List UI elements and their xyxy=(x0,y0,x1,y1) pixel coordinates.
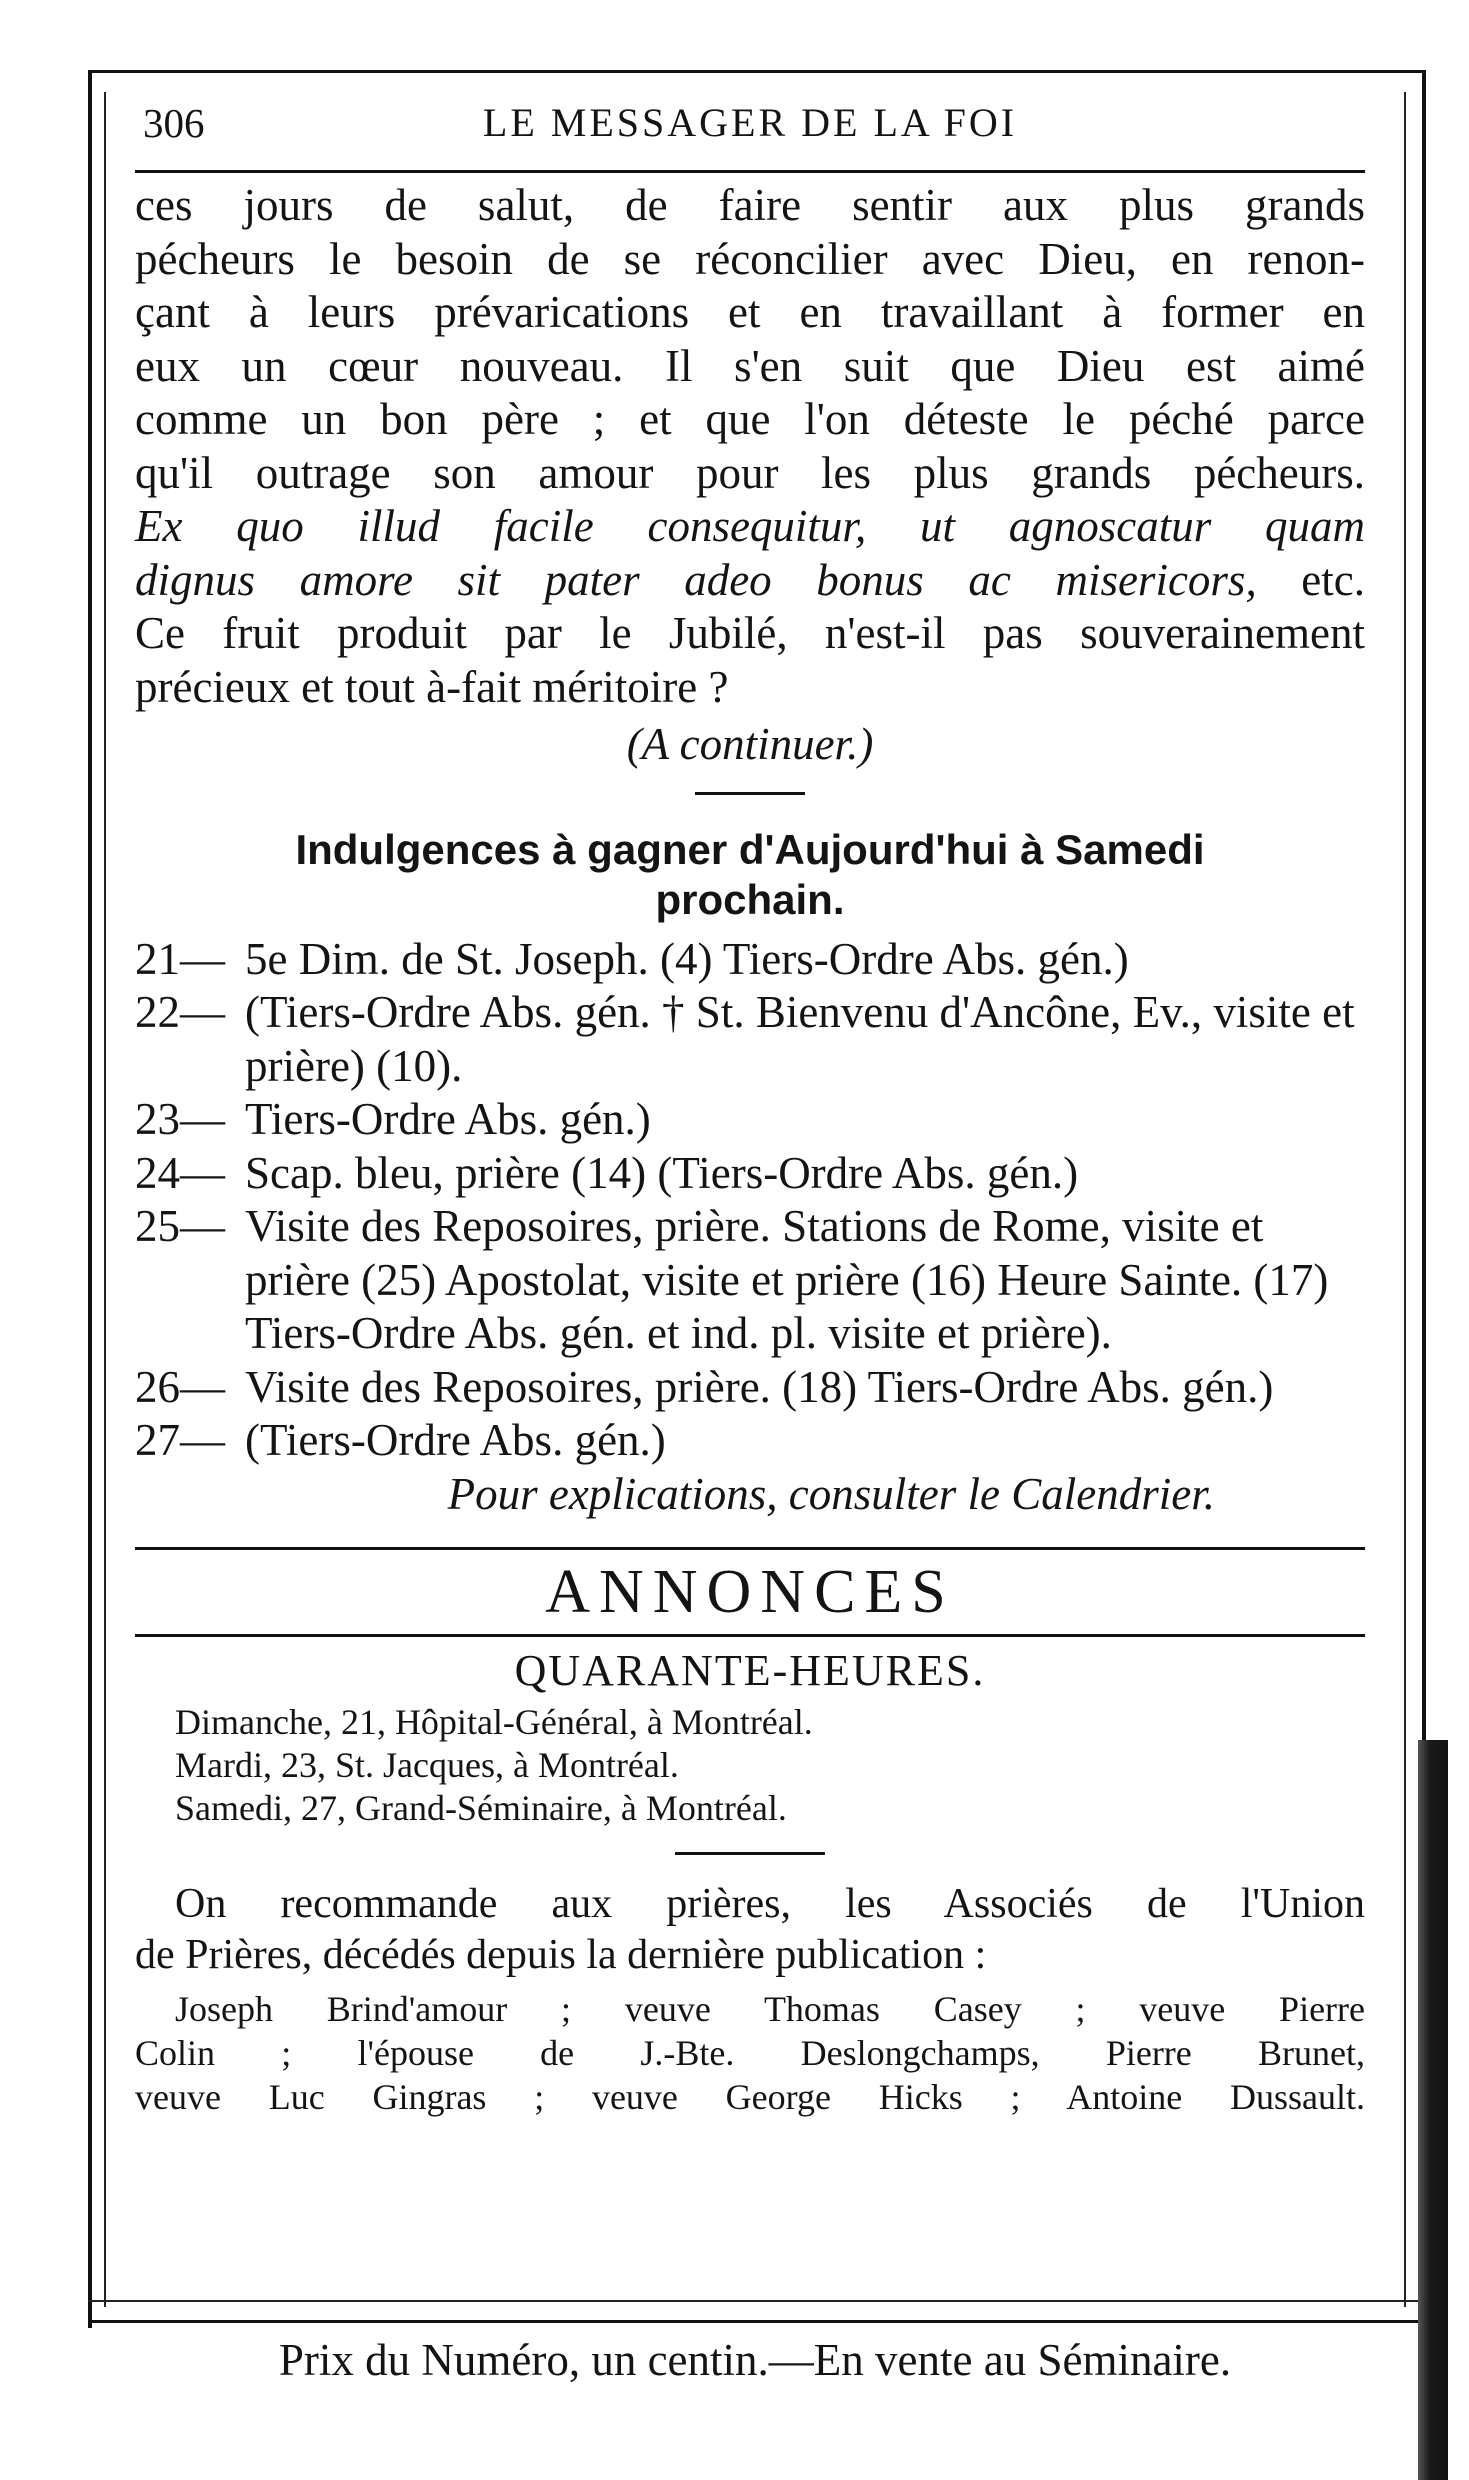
body-line: qu'il outrage son amour pour les plus grands pécheurs. xyxy=(135,447,1365,498)
quarante-heures-title: QUARANTE-HEURES. xyxy=(514,1645,986,1695)
day-number: 22— xyxy=(135,987,225,1037)
body-line: çant à leurs prévarications et en travaillant à former en xyxy=(135,287,1365,337)
indulgences-title-line: Indulgences à gagner d'Aujourd'hui à Samedi xyxy=(295,825,1205,873)
section-divider xyxy=(695,792,805,795)
frame-bottom-rule-heavy xyxy=(88,2320,1422,2323)
day-text: Scap. bleu, prière (14) (Tiers-Ordre Abs. gén.) xyxy=(245,1147,1079,1198)
body-paragraph xyxy=(135,179,1365,714)
day-number: 21— xyxy=(135,933,225,984)
quarante-entry: Mardi, 23, St. Jacques, à Montréal. xyxy=(175,1744,679,1785)
recommend-line: On recommande aux prières, les Associés de l'Union xyxy=(175,1880,1365,1927)
recommendation-paragraph xyxy=(135,1879,1365,1981)
indulgences-title-line: prochain. xyxy=(655,875,845,923)
closing-line: précieux et tout à-fait méritoire ? xyxy=(135,661,729,712)
names-line: veuve Luc Gingras ; veuve George Hicks ; Antoine Dussault. xyxy=(135,2076,1365,2117)
indulgences-list xyxy=(135,933,1365,1468)
section-divider xyxy=(675,1852,825,1855)
quarante-heures-list xyxy=(135,1701,1365,1830)
day-text: Tiers-Ordre Abs. gén.) xyxy=(245,1094,651,1144)
indulgences-title xyxy=(135,825,1365,925)
day-number: 25— xyxy=(135,1201,225,1251)
annonces-title: ANNONCES xyxy=(545,1557,955,1626)
day-number: 26— xyxy=(135,1361,225,1412)
list-item xyxy=(135,1093,1365,1147)
latin-line: dignus amore sit pater adeo bonus ac misericors, xyxy=(135,554,1257,605)
recommend-line: de Prières, décédés depuis la dernière publication : xyxy=(135,1931,987,1978)
explanation-note: Pour explications, consulter le Calendrier. xyxy=(447,1468,1215,1519)
closing-line: Ce fruit produit par le Jubilé, n'est-il pas souverainement xyxy=(135,608,1365,658)
quarante-entry: Samedi, 27, Grand-Séminaire, à Montréal. xyxy=(175,1787,787,1828)
day-text: Visite des Reposoires, prière. (18) Tiers-Ordre Abs. gén.) xyxy=(245,1361,1274,1412)
deceased-names xyxy=(135,1987,1365,2119)
day-number: 27— xyxy=(135,1415,225,1465)
latin-line: Ex quo illud facile consequitur, ut agnoscatur quam xyxy=(135,501,1365,551)
body-line: comme un bon père ; et que l'on déteste le péché parce xyxy=(135,394,1365,444)
body-line: ces jours de salut, de faire sentir aux plus grands xyxy=(135,180,1365,230)
day-text: (Tiers-Ordre Abs. gén.) xyxy=(245,1415,666,1465)
price-footer: Prix du Numéro, un centin.—En vente au Séminaire. xyxy=(278,2335,1232,2385)
running-title: LE MESSAGER DE LA FOI xyxy=(482,100,1018,145)
body-line: pécheurs le besoin de se réconcilier avec Dieu, en renon- xyxy=(135,233,1365,284)
day-text: (Tiers-Ordre Abs. gén. † St. Bienvenu d'Ancône, Ev., visite et prière) (10). xyxy=(245,987,1355,1091)
list-item xyxy=(135,986,1365,1093)
frame-bottom-rule xyxy=(88,2300,1422,2302)
list-item xyxy=(135,1200,1365,1361)
list-item xyxy=(135,933,1365,987)
quarante-entry: Dimanche, 21, Hôpital-Général, à Montréal. xyxy=(175,1701,813,1742)
page-content xyxy=(135,75,1365,2119)
list-item xyxy=(135,1361,1365,1415)
scan-edge-shadow xyxy=(1418,1740,1448,2480)
list-item xyxy=(135,1147,1365,1201)
day-text: Visite des Reposoires, prière. Stations de Rome, visite et prière (25) Apostolat, visite et prière (16) Heure Sainte. (17) Tiers-Ordre Abs. gén. et ind. pl. visite et prière). xyxy=(245,1201,1329,1358)
list-item xyxy=(135,1414,1365,1468)
latin-tail: etc. xyxy=(1256,554,1365,605)
continue-label: (A continuer.) xyxy=(626,719,874,769)
names-line: Colin ; l'épouse de J.-Bte. Deslongchamps, Pierre Brunet, xyxy=(135,2032,1365,2073)
page-header xyxy=(135,75,1365,173)
day-text: 5e Dim. de St. Joseph. (4) Tiers-Ordre Abs. gén.) xyxy=(245,933,1129,984)
annonces-bottom-rule xyxy=(135,1634,1365,1637)
latin-line-with-tail xyxy=(135,554,1365,608)
names-line: Joseph Brind'amour ; veuve Thomas Casey ; veuve Pierre xyxy=(175,1988,1365,2029)
page-number: 306 xyxy=(143,99,205,146)
day-number: 24— xyxy=(135,1147,225,1198)
day-number: 23— xyxy=(135,1094,225,1144)
body-line: eux un cœur nouveau. Il s'en suit que Dieu est aimé xyxy=(135,340,1365,391)
